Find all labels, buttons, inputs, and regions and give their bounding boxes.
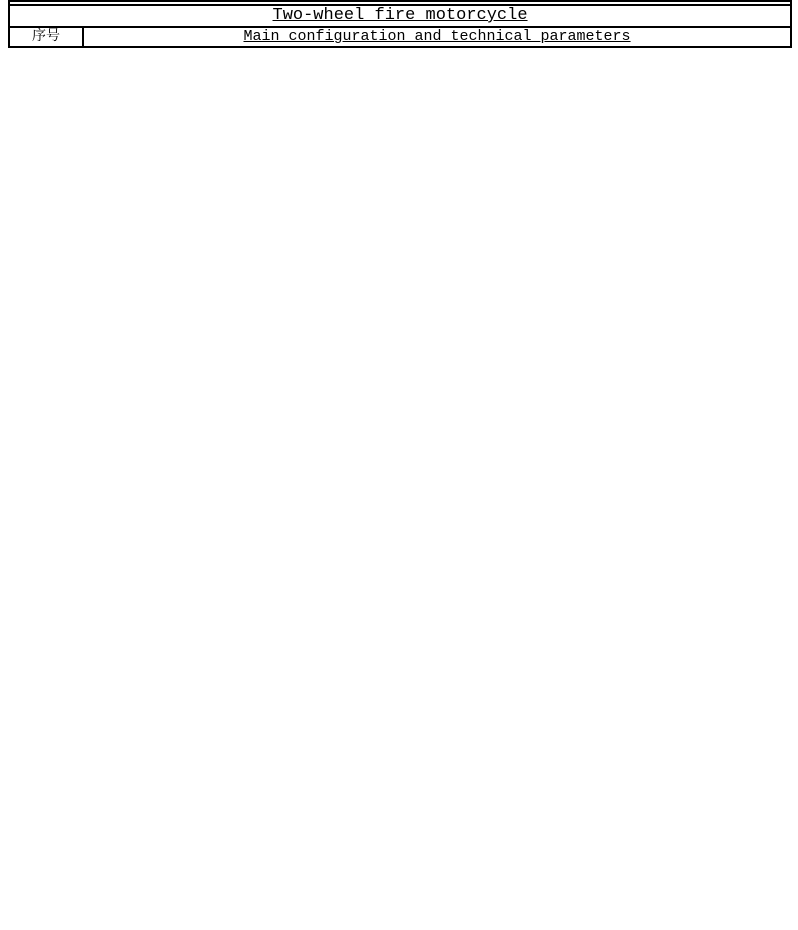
table-title: Two-wheel fire motorcycle [9,5,791,27]
index-header-cell: 序号 [9,27,83,47]
document-page [0,0,798,48]
column-header-row [9,27,791,47]
table-body [9,1,791,47]
spec-table [8,0,792,48]
table-caption: Main configuration and technical parameters [83,27,791,47]
title-row [9,5,791,27]
